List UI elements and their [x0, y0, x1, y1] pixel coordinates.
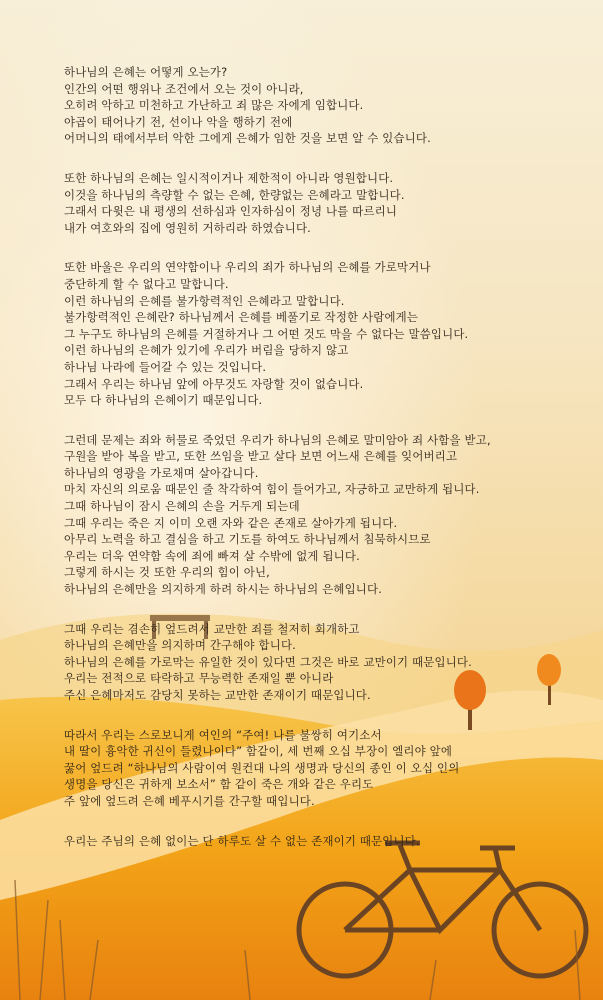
text-line: 이런 하나님의 은혜가 있기에 우리가 버림을 당하지 않고: [64, 343, 349, 358]
text-line: 그래서 다윗은 내 평생의 선하심과 인자하심이 정녕 나를 따르리니: [64, 204, 398, 219]
paragraph-5: [64, 621, 584, 704]
text-line: 하나님의 은혜는 어떻게 오는가?: [64, 65, 228, 79]
text-line: 오히려 악하고 미천하고 가난하고 죄 많은 자에게 임합니다.: [64, 98, 364, 113]
text-line: 내가 여호와의 집에 영원히 거하리라 하였습니다.: [64, 220, 311, 235]
paragraph-4: [64, 432, 584, 598]
text-line: 아무리 노력을 하고 결심을 하고 기도를 하여도 하나님께서 침묵하시므로: [64, 532, 431, 547]
text-line: 하나님의 영광을 가로채며 살아갑니다.: [64, 465, 259, 480]
text-line: 모두 다 하나님의 은혜이기 때문입니다.: [64, 393, 263, 408]
text-line: 하나님의 은혜만을 의지하게 하려 하시는 하나님의 은혜입니다.: [64, 582, 383, 597]
text-line: 우리는 전적으로 타락하고 무능력한 존재일 뿐 아니라: [64, 671, 334, 686]
text-line: 그때 우리는 죽은 지 이미 오랜 자와 같은 존재로 살아가게 됩니다.: [64, 515, 398, 530]
text-line: 우리는 더욱 연약함 속에 죄에 빠져 살 수밖에 없게 됩니다.: [64, 548, 360, 563]
text-line: 또한 하나님의 은혜는 일시적이거나 제한적이 아니라 영원합니다.: [64, 170, 394, 185]
text-line: 불가항력적인 은혜란? 하나님께서 은혜를 베풀기로 작정한 사람에게는: [64, 310, 419, 325]
paragraph-1: [64, 64, 584, 147]
paragraph-3: [64, 259, 584, 408]
text-line: 중단하게 할 수 없다고 말합니다.: [64, 276, 229, 291]
text-line: 하나님의 은혜를 가로막는 유일한 것이 있다면 그것은 바로 교만이기 때문입니다.: [64, 654, 472, 669]
text-line: 따라서 우리는 스로보니게 여인의 “주여! 나를 불쌍히 여기소서: [64, 727, 382, 742]
text-line: 주 앞에 엎드려 은혜 베푸시기를 간구할 때입니다.: [64, 793, 315, 808]
text-line: 야곱이 태어나기 전, 선이나 악을 행하기 전에: [64, 114, 293, 129]
paragraph-6: [64, 727, 584, 810]
text-line: 우리는 주님의 은혜 없이는 단 하루도 살 수 없는 존재이기 때문입니다.: [64, 833, 420, 848]
article-text: [64, 64, 584, 872]
text-line: 주신 은혜마저도 감당치 못하는 교만한 존재이기 때문입니다.: [64, 688, 371, 702]
text-line: 또한 바울은 우리의 연약함이나 우리의 죄가 하나님의 은혜를 가로막거나: [64, 260, 431, 275]
paragraph-2: [64, 170, 584, 236]
text-line: 그때 하나님이 잠시 은혜의 손을 거두게 되는데: [64, 499, 300, 514]
text-line: 내 딸이 흉악한 귀신이 들렸나이다” 함같이, 세 번째 오십 부장이 엘리야 앞에: [64, 744, 453, 759]
text-line: 인간의 어떤 행위나 조건에서 오는 것이 아니라,: [64, 81, 304, 96]
text-line: 그 누구도 하나님의 은혜를 거절하거나 그 어떤 것도 막을 수 없다는 말씀입니다.: [64, 326, 469, 341]
text-line: 어머니의 태에서부터 악한 그에게 은혜가 임한 것을 보면 알 수 있습니다.: [64, 131, 431, 146]
paragraph-7: [64, 833, 584, 850]
text-line: 하나님 나라에 들어갈 수 있는 것입니다.: [64, 359, 267, 374]
text-line: 그렇게 하시는 것 또한 우리의 힘이 아닌,: [64, 565, 270, 580]
text-line: 꿇어 엎드려 “하나님의 사람이여 원컨대 나의 생명과 당신의 종인 이 오십 인의: [64, 760, 460, 775]
text-line: 하나님의 은혜만을 의지하며 간구해야 합니다.: [64, 638, 296, 653]
text-line: 마치 자신의 의로움 때문인 줄 착각하여 힘이 들어가고, 자긍하고 교만하게 됩니다.: [64, 482, 480, 497]
text-line: 이것을 하나님의 측량할 수 없는 은혜, 한량없는 은혜라고 말합니다.: [64, 187, 405, 202]
text-line: 그래서 우리는 하나님 앞에 아무것도 자랑할 것이 없습니다.: [64, 376, 364, 391]
text-line: 그런데 문제는 죄와 허물로 죽었던 우리가 하나님의 은혜로 말미암아 죄 사함을 받고,: [64, 432, 491, 447]
text-line: 그때 우리는 겸손히 엎드려서 교만한 죄를 철저히 회개하고: [64, 621, 360, 636]
text-line: 생명을 당신은 귀하게 보소서” 함 같이 죽은 개와 같은 우리도: [64, 777, 374, 792]
text-line: 이런 하나님의 은혜를 불가항력적인 은혜라고 말합니다.: [64, 293, 345, 308]
text-line: 구원을 받아 복을 받고, 또한 쓰임을 받고 살다 보면 어느새 은혜를 잊어버리고: [64, 449, 458, 464]
